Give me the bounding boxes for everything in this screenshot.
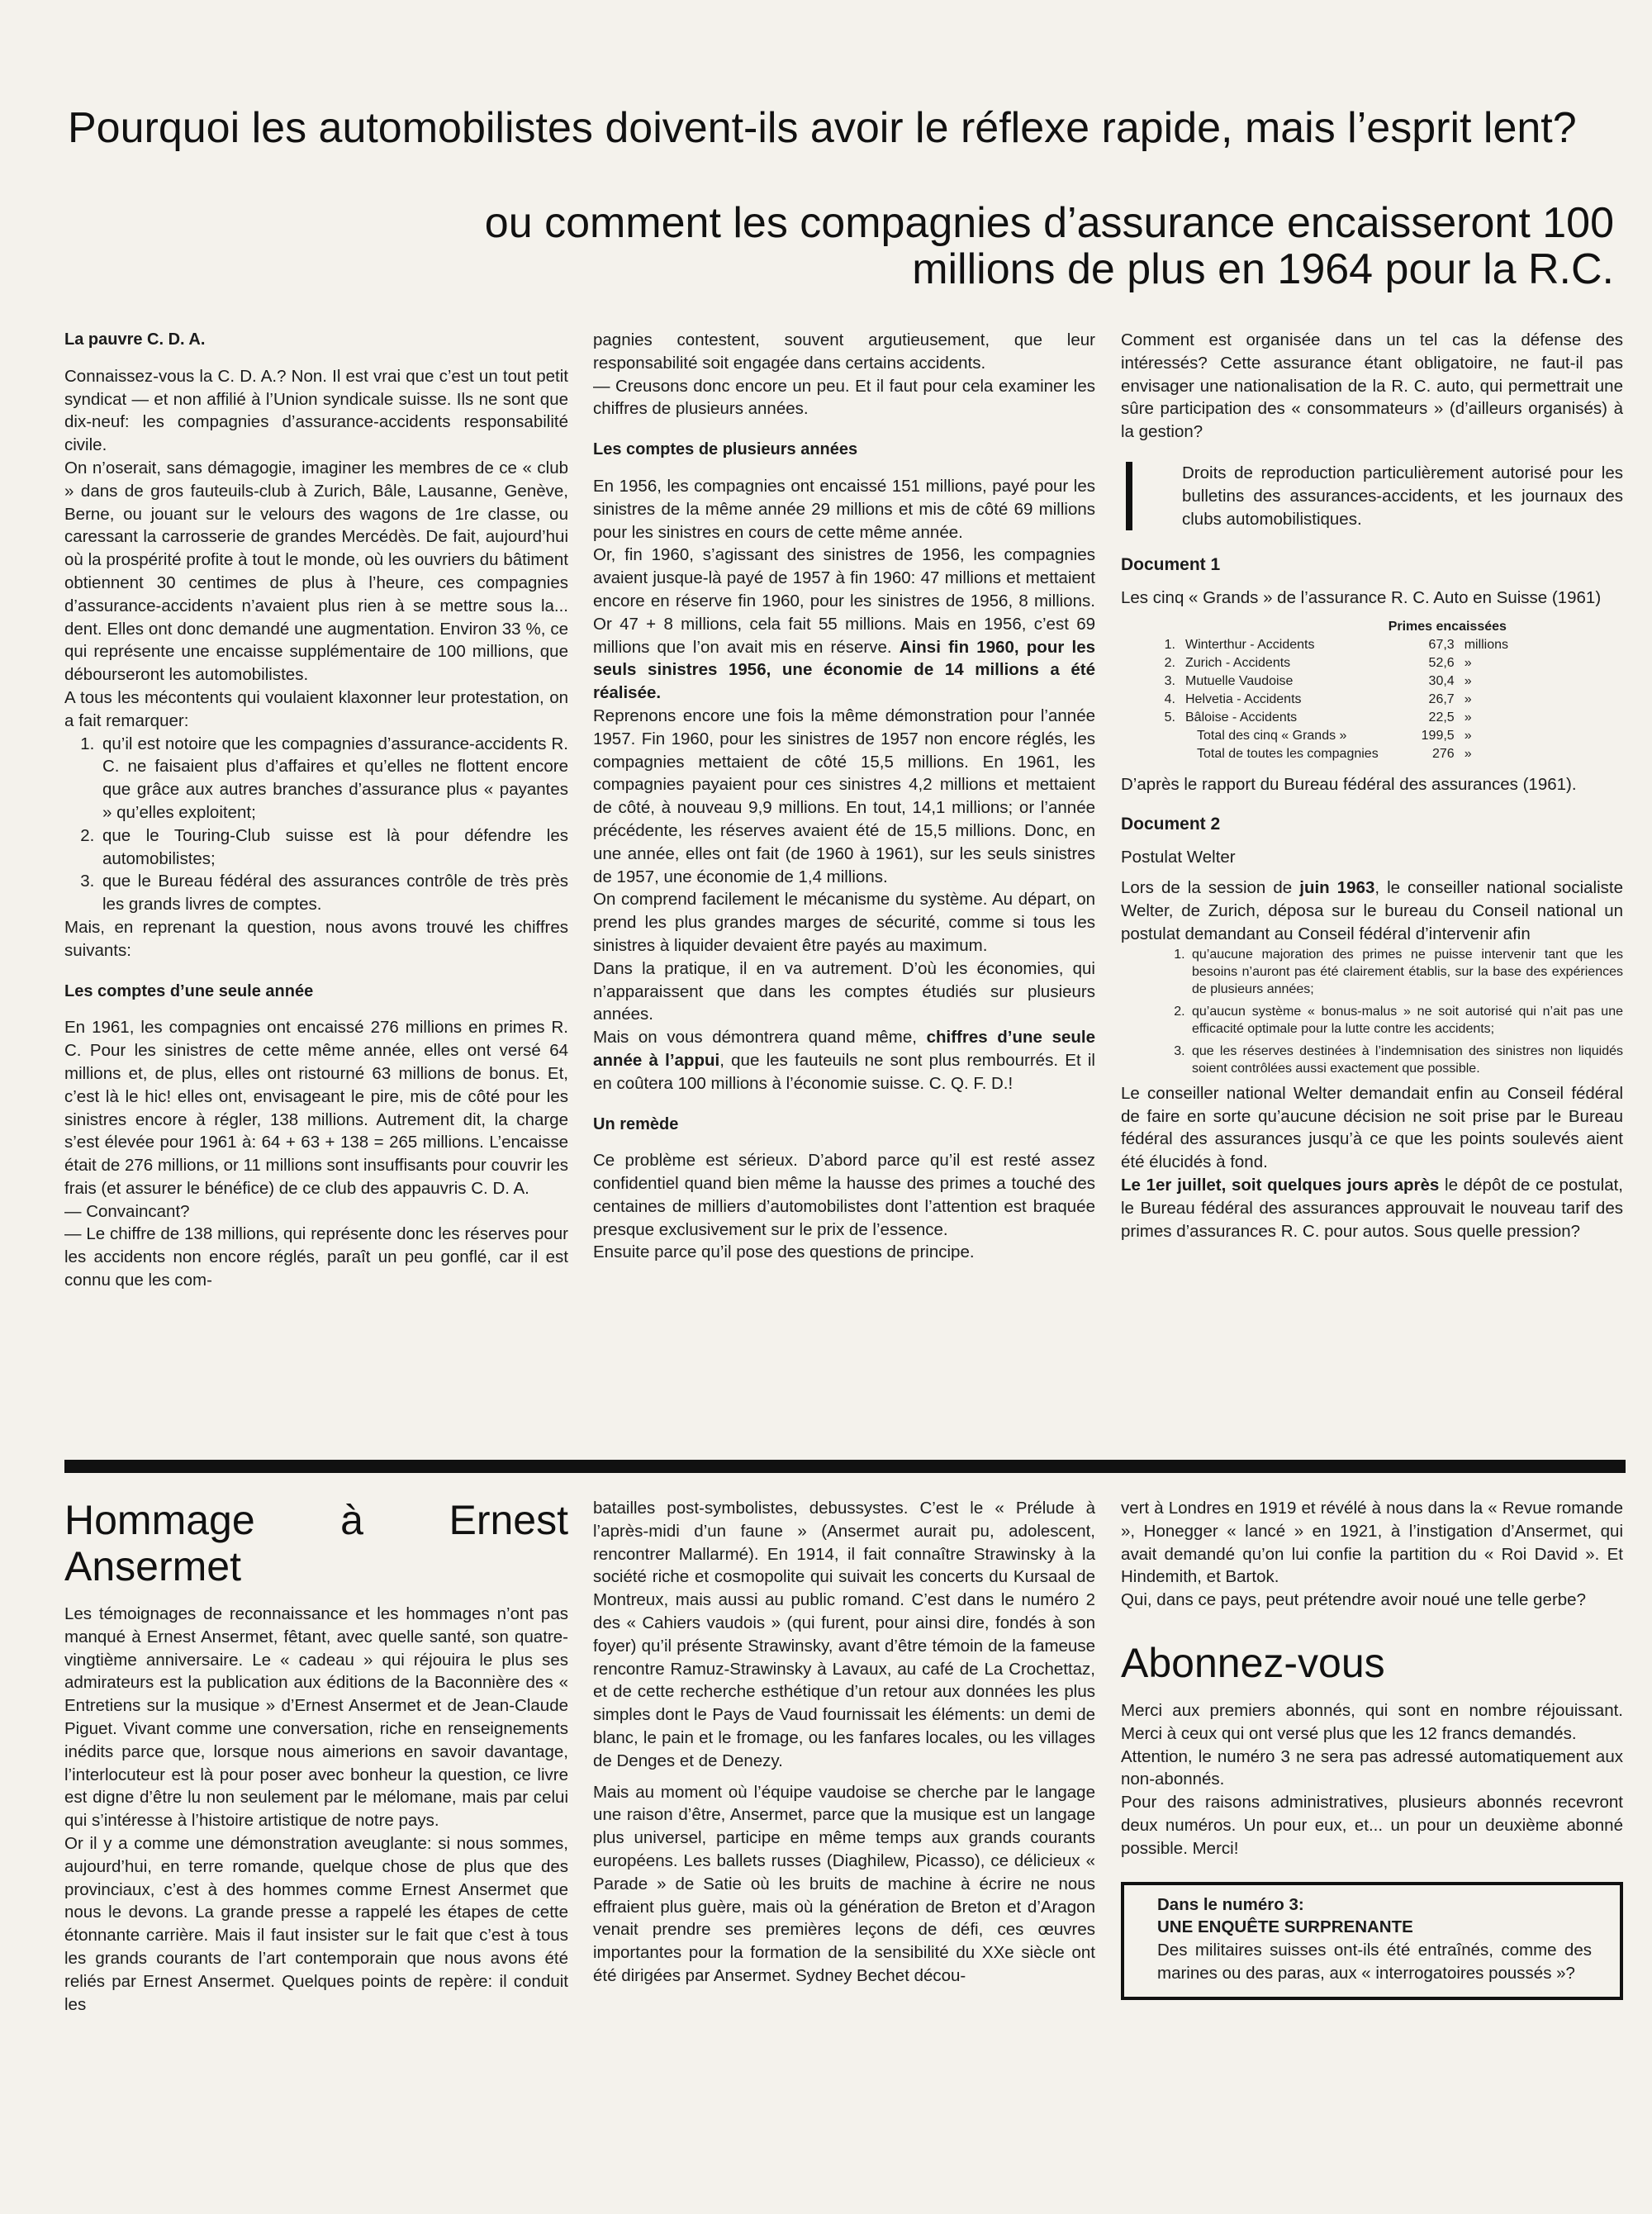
paragraph: Les témoignages de reconnaissance et les hommages n’ont pas manqué à Ernest Ansermet, fêtant, avec quelle santé, son quatre-vingtième anniversaire. Le « cadeau » qui réjouira le plus ses admirateurs est la publication aux éditions de la Baconnière des « Entretiens sur la musique » d’Ernest Ansermet et de Jean-Claude Piguet. Vivant comme une conversation, riche en renseignements inédits parce que, lorsque nous aimerions en savoir davantage, l’interlocuteur est là pour poser avec bonheur la question, ce livre est digne d’être lu non seulement par le mélomane, mais par celui qui s’intéresse à l’histoire artistique de notre pays. <box>64 1604 568 1831</box>
box-text: Des militaires suisses ont-ils été entraînés, comme des marines ou des paras, aux « interrogatoires poussés »? <box>1157 1941 1592 1983</box>
paragraph: vert à Londres en 1919 et révélé à nous dans la « Revue romande », Honegger « lancé » en 1921, à l’instigation d’Ansermet, qui avait demandé qu’on lui confie la partition du « Roi David ». Et Hindemith, et Bartok. <box>1121 1499 1623 1587</box>
row-number: 2. <box>1164 655 1175 670</box>
row-number: 4. <box>1164 691 1175 706</box>
paragraph: Ensuite parce qu’il pose des questions de principe. <box>593 1242 975 1262</box>
unit: » <box>1464 655 1472 670</box>
paragraph: D’après le rapport du Bureau fédéral des assurances (1961). <box>1121 774 1577 794</box>
company-name: Winterthur - Accidents <box>1185 637 1315 652</box>
table-total-row <box>1151 745 1552 763</box>
ansermet-title: Hommage à Ernest Ansermet <box>64 1497 568 1589</box>
table-total-row <box>1151 727 1552 745</box>
table-row <box>1151 709 1552 727</box>
postulat-list <box>1121 946 1623 1077</box>
paragraph <box>1121 877 1623 945</box>
paragraph: Qui, dans ce pays, peut prétendre avoir noué une telle gerbe? <box>1121 1590 1586 1610</box>
company-name: Helvetia - Accidents <box>1185 691 1302 706</box>
paragraph: On n’oserait, sans démagogie, imaginer les membres de ce « club » dans de gros fauteuils-club à Zurich, Bâle, Lausanne, Genève, Berne, ou jouant sur le velours des wagons de 1re classe, ou caressant la carrosserie de grandes Mercédès. De fait, aujourd’hui où la prospérité profite à tout le monde, où les ouvriers du bâtiment obtiennent 30 centimes de plus à l’heure, ces compagnies d’assurance-accidents n’avaient plus rien à se mettre sous la... dent. Elles ont donc demandé une augmentation. Environ 33 %, ce qui représente une encaisse supplémentaire de 100 millions, que débourseront les automobilistes. <box>64 458 568 685</box>
unit: » <box>1464 728 1472 743</box>
paragraph <box>593 1026 1095 1095</box>
next-issue-box <box>1121 1882 1623 2000</box>
text: Or, fin 1960, s’agissant des sinistres de 1956, les compagnies avaient jusque-là payé de 1957 à fin 1960: 47 millions et mettaient encore en réserve fin 1960, pour les sinistres de 1956, 8 millions. Or 47 + 8 millions, cela fait 55 millions. Mais en 1956, c’est 69 millions que l’on avait mis en réserve. <box>593 545 1095 657</box>
paragraph: Pour des raisons administratives, plusieurs abonnés recevront deux numéros. Un pour eux, et... un pour un deuxième abonné possible. Merci! <box>1121 1793 1623 1858</box>
emphasis: Ainsi fin 1960, pour les seuls sinistres 1956, une économie de 14 millions a été réalisée. <box>593 637 1095 703</box>
section-divider <box>64 1460 1626 1473</box>
text: , que les fauteuils ne sont plus rembourrés. Et il en coûtera 100 millions à l’économie suisse. C. Q. F. D.! <box>593 1050 1095 1093</box>
emphasis: chiffres d’une seule année à l’appui <box>593 1028 1095 1070</box>
section-heading-une-annee: Les comptes d’une seule année <box>64 981 314 1000</box>
total-value: 199,5 <box>1421 728 1455 743</box>
note-text: Droits de reproduction particulièrement autorisé pour les bulletins des assurances-accidents, et les journaux des clubs automobilistiques. <box>1182 463 1623 529</box>
paragraph: Dans la pratique, il en va autrement. D’où les économies, qui n’apparaissent que dans les comptes étudiés sur plusieurs années. <box>593 958 1095 1024</box>
paragraph: On comprend facilement le mécanisme du système. Au départ, on prend les plus grandes marges de sécurité, comme si tous les sinistres à liquider devaient être payés au maximum. <box>593 890 1095 955</box>
headline-question: Pourquoi les automobilistes doivent-ils avoir le réflexe rapide, mais l’esprit lent? <box>68 104 1577 152</box>
premium-value: 22,5 <box>1428 710 1455 725</box>
company-name: Mutuelle Vaudoise <box>1185 673 1294 688</box>
table-header-row <box>1151 618 1552 636</box>
remarks-list <box>64 733 568 916</box>
table-row <box>1151 672 1552 691</box>
box-headline: UNE ENQUÊTE SURPRENANTE <box>1157 1917 1413 1937</box>
paragraph: Comment est organisée dans un tel cas la défense des intéressés? Cette assurance étant obligatoire, ne faut-il pas envisager une nationalisation de la R. C. auto, qui permettrait une sûre participation des « consommateurs » (d’ailleurs organisés) à la gestion? <box>1121 330 1623 442</box>
table-row <box>1151 636 1552 654</box>
ansermet-column-2 <box>593 1497 1095 1988</box>
text: le dépôt de ce postulat, le Bureau fédéral des assurances approuvait le nouveau tarif des primes d’assurances R. C. pour autos. Sous quelle pression? <box>1121 1175 1623 1241</box>
paragraph: batailles post-symbolistes, debussystes. C’est le « Prélude à l’après-midi d’un faune » (Ansermet aurait pu, adolescent, rencontrer Mallarmé). En 1914, il fait connaître Strawinsky à la société riche et cosmopolite qui suivait les concerts du Kursaal de Montreux, mais aussi au public romand. C’est dans le numéro 2 des « Cahiers vaudois » (qui furent, pour ainsi dire, fondés à son foyer) qu’il présente Strawinsky, avant d’être témoin de la fameuse rencontre Ramuz-Strawinsky à Lavaux, au café de La Crochettaz, et de cette recherche esthétique d’un retour aux données les plus simples dont le Pays de Vaud fournissait les éléments: un demi de blanc, le pain et le fromage, ou les fanfares locales, ou les villages de Denges et de Denezy. <box>593 1499 1095 1770</box>
paragraph: Ce problème est sérieux. D’abord parce qu’il est resté assez confidentiel quand bien même la hausse des primes a touché des centaines de milliers d’automobilistes dont l’attention est braquée presque exclusivement sur le prix de l’essence. <box>593 1151 1095 1239</box>
list-item: 3. que le Bureau fédéral des assurances contrôle de très près les grands livres de comptes. <box>99 870 568 916</box>
list-item: 2. que le Touring-Club suisse est là pour défendre les automobilistes; <box>99 824 568 871</box>
paragraph: Postulat Welter <box>1121 847 1236 867</box>
paragraph <box>1121 1174 1623 1242</box>
company-name: Bâloise - Accidents <box>1185 710 1298 725</box>
paragraph: — Convaincant? <box>64 1201 190 1221</box>
premium-value: 67,3 <box>1428 637 1455 652</box>
column-header: Primes encaissées <box>1388 619 1507 634</box>
paragraph: Attention, le numéro 3 ne sera pas adressé automatiquement aux non-abonnés. <box>1121 1746 1623 1789</box>
emphasis: Le 1er juillet, soit quelques jours après <box>1121 1175 1440 1195</box>
article-column-1 <box>64 329 568 1292</box>
premium-value: 26,7 <box>1428 691 1455 706</box>
headline-subtitle: ou comment les compagnies d’assurance encaisseront 100 millions de plus en 1964 pour la R.C. <box>484 199 1614 293</box>
text: Mais on vous démontrera quand même, <box>593 1028 927 1048</box>
ansermet-column-1 <box>64 1497 568 2016</box>
row-number: 5. <box>1164 710 1175 725</box>
premiums-table <box>1151 618 1552 763</box>
company-name: Zurich - Accidents <box>1185 655 1291 670</box>
unit: » <box>1464 710 1472 725</box>
paragraph: Merci aux premiers abonnés, qui sont en nombre réjouissant. Merci à ceux qui ont versé plus que les 12 francs demandés. <box>1121 1700 1623 1743</box>
document-1-title: Document 1 <box>1121 555 1221 575</box>
text: , le conseiller national socialiste Welter, de Zurich, déposa sur le bureau du Conseil national un postulat demandant au Conseil fédéral d’intervenir afin <box>1121 878 1623 943</box>
section-heading-plusieurs-annees: Les comptes de plusieurs années <box>593 440 858 459</box>
table-row <box>1151 654 1552 672</box>
paragraph: En 1961, les compagnies ont encaissé 276 millions en primes R. C. Pour les sinistres de cette même année, elles ont versé 64 millions et, de plus, elles ont ristourné 63 millions de bonus. Et, c’est là le hic! elles ont, envisageant le pire, mis de côté pour les sinistres encore à régler, 138 millions. Autrement dit, la charge s’est élevée pour 1961 à: 64 + 63 + 138 = 265 millions. L’encaisse était de 276 millions, or 11 millions sont insuffisants pour couvrir les frais (et assurer le bénéfice) de ce club des appauvris C. D. A. <box>64 1018 568 1198</box>
unit: » <box>1464 673 1472 688</box>
box-heading: Dans le numéro 3: <box>1157 1894 1304 1914</box>
unit: » <box>1464 746 1472 761</box>
paragraph: — Le chiffre de 138 millions, qui représente donc les réserves pour les accidents non encore réglés, paraît un peu gonflé, car il est connu que les com- <box>64 1224 568 1290</box>
paragraph: En 1956, les compagnies ont encaissé 151 millions, payé pour les sinistres de la même année 29 millions et mis de côté 69 millions pour les sinistres en cours de cette même année. <box>593 476 1095 542</box>
total-label: Total des cinq « Grands » <box>1197 728 1347 743</box>
paragraph: Le conseiller national Welter demandait enfin au Conseil fédéral de faire en sorte qu’aucune décision ne soit prise par le Bureau fédéral des assurances jusqu’à ce que les points soulevés aient été élucidés à fond. <box>1121 1083 1623 1172</box>
premium-value: 30,4 <box>1428 673 1455 688</box>
list-item: 1. qu’aucune majoration des primes ne puisse intervenir tant que les besoins n’auront pas été clairement établis, sur la base des expériences de plusieurs années; <box>1189 946 1623 998</box>
list-item: 2. qu’aucun système « bonus-malus » ne soit autorisé qui n’ait pas une efficacité optimale pour la lutte contre les accidents; <box>1189 1003 1623 1038</box>
emphasis: juin 1963 <box>1299 878 1375 898</box>
unit: » <box>1464 691 1472 706</box>
paragraph: — Creusons donc encore un peu. Et il faut pour cela examiner les chiffres de plusieurs années. <box>593 376 1095 419</box>
ansermet-column-3 <box>1121 1497 1623 2000</box>
paragraph: A tous les mécontents qui voulaient klaxonner leur protestation, on a fait remarquer: <box>64 687 568 730</box>
table-row <box>1151 691 1552 709</box>
paragraph: Connaissez-vous la C. D. A.? Non. Il est vrai que c’est un tout petit syndicat — et non affilié à l’Union syndicale suisse. Ils ne sont que dix-neuf: les compagnies d’assurance-accidents responsabilité civile. <box>64 366 568 455</box>
list-item: 1. qu’il est notoire que les compagnies d’assurance-accidents R. C. ne faisaient plus d’affaires et qu’elles ne flottent encore que grâce aux autres branches d’assurance plus « payantes » qu’elles exploitent; <box>99 733 568 824</box>
abonnez-title: Abonnez-vous <box>1121 1639 1385 1686</box>
paragraph: Mais au moment où l’équipe vaudoise se cherche par le langage une raison d’être, Ansermet, parce que la musique est un langage plus universel, participe en même temps aux grands courants européens. Les ballets russes (Diaghilew, Picasso), ce délicieux « Parade » de Satie où les bruits de machine à écrire ne nous effraient plus guère, mais où la génération de Breton et d’Aragon venait prendre ses premières leçons de défi, ces œuvres importantes pour la formation de la sensibilité du XXe siècle ont été dirigées par Ansermet. Sydney Bechet décou- <box>593 1782 1095 1985</box>
paragraph: Les cinq « Grands » de l’assurance R. C. Auto en Suisse (1961) <box>1121 588 1602 608</box>
text: Lors de la session de <box>1121 878 1300 898</box>
section-heading-remede: Un remède <box>593 1114 679 1133</box>
paragraph: pagnies contestent, souvent argutieusement, que leur responsabilité soit engagée dans certains accidents. <box>593 330 1095 373</box>
total-value: 276 <box>1431 746 1455 761</box>
total-label: Total de toutes les compagnies <box>1197 746 1379 761</box>
paragraph: Or il y a comme une démonstration aveuglante: si nous sommes, aujourd’hui, en terre romande, quelque chose de plus que des provinciaux, c’est à des hommes comme Ernest Ansermet que nous le devons. La grande presse a rappelé les étapes de cette étonnante carrière. Mais il faut insister sur le fait que c’est à tous les grands courants de l’art contemporain que nous avons été reliés par Ernest Ansermet. Quelques points de repère: il conduit les <box>64 1833 568 2014</box>
paragraph <box>593 544 1095 705</box>
article-column-3 <box>1121 329 1623 1242</box>
reproduction-note <box>1126 462 1623 530</box>
paragraph: Mais, en reprenant la question, nous avons trouvé les chiffres suivants: <box>64 917 568 960</box>
premium-value: 52,6 <box>1428 655 1455 670</box>
unit: millions <box>1464 637 1509 652</box>
section-heading-pauvre-cda: La pauvre C. D. A. <box>64 330 206 349</box>
row-number: 1. <box>1164 637 1175 652</box>
document-2-title: Document 2 <box>1121 814 1221 834</box>
list-item: 3. que les réserves destinées à l’indemnisation des sinistres non liquidés soient contrôlées aussi exactement que possible. <box>1189 1043 1623 1077</box>
row-number: 3. <box>1164 673 1175 688</box>
paragraph: Reprenons encore une fois la même démonstration pour l’année 1957. Fin 1960, pour les sinistres de 1957 non encore réglés, les compagnies mettaient de côté 15,5 millions. En 1961, les compagnies payaient pour ces sinistres 4,2 millions et mettaient de côté, à nouveau 9,9 millions. En tout, 14,1 millions; or l’année précédente, les réserves avaient été de 15,5 millions. Donc, en une année, elles ont fait (de 1960 à 1961), sur les seuls sinistres de 1957, une économie de 1,4 millions. <box>593 706 1095 886</box>
article-column-2 <box>593 329 1095 1264</box>
